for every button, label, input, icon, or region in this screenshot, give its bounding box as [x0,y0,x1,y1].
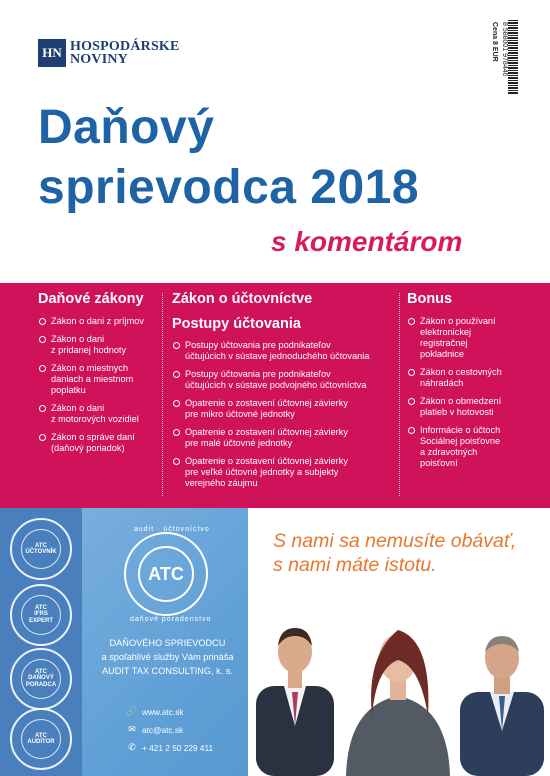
contact-phone[interactable] [126,742,213,753]
atc-logo-mark: ATC [138,546,194,602]
badge-auditor [10,708,72,770]
badge-uctovnik [10,518,72,580]
title-line1: Daňový [38,101,215,154]
list-item: Zákon o miestnych daniach a miestnom poplatku [38,363,163,396]
slogan-line2: s nami máte istotu. [273,554,437,576]
phone-icon: ✆ [128,742,136,752]
column-list [407,316,537,469]
list-item: Opatrenie o zostavení účtovnej závierky pre malé účtovné jednotky [172,427,397,449]
slogan-line1: S nami sa nemusíte obávať, [273,530,517,552]
column-tax-laws [38,291,163,461]
list-item: Informácie o účtoch Sociálnej poisťovne a zdravotných poisťovní [407,425,537,469]
badge-danovy-poradca [10,648,72,710]
price-label: Cena 8 EUR [491,22,498,62]
list-item: Zákon o dani z príjmov [38,316,163,327]
contact-text: + 421 2 50 229 411 [142,742,214,753]
column-list [38,316,163,454]
badge-top: ATC [35,542,47,549]
column-list [172,340,397,489]
list-item: Opatrenie o zostavení účtovnej závierky pre veľké účtovné jednotky a subjekty verejného záujmu [172,456,397,489]
column-divider [162,293,163,496]
subtitle: s komentárom [271,226,463,257]
link-icon: 🔗 [126,706,138,716]
title-line2: sprievodca 2018 [38,161,420,214]
list-item: Zákon o správe daní (daňový poriadok) [38,432,163,454]
list-item: Zákon o dani z pridanej hodnoty [38,334,163,356]
list-item: Zákon o cestovných náhradách [407,367,537,389]
column-divider [399,293,400,496]
contact-text: atc@atc.sk [142,724,184,735]
atc-logo [124,532,208,616]
badge-strip [0,508,82,776]
hn-logo-box: HN [38,39,66,67]
column-heading: Daňové zákony [38,291,144,307]
contact-text: www.atc.sk [142,706,184,717]
badge-top: ATC [35,732,47,739]
atc-ring-top: audit · účtovníctvo [134,526,210,533]
promo-panel [0,508,550,776]
contact-web[interactable] [126,706,213,717]
person-middle [346,630,450,776]
publisher-logo [38,38,180,68]
badge-top: ATC [35,605,47,611]
badge-label: DAŇOVÝ PORADCA [25,675,57,688]
contents-band [0,283,550,508]
mail-icon: ✉ [128,724,136,734]
column-accounting [172,291,397,496]
badge-label: ÚČTOVNÍK [25,548,57,555]
atc-text-line2: a spoľahlivé služby Vám prináša [101,652,234,662]
column-bonus [407,291,537,476]
contact-list [126,706,213,760]
atc-text-line3: AUDIT TAX CONSULTING, k. s. [101,666,234,676]
barcode-bars [508,20,518,94]
atc-ring-bottom: daňové poradenstvo [130,616,212,623]
badge-top: ATC [35,669,47,675]
list-item: Zákon o používaní elektronickej registračnej pokladnice [407,316,537,360]
publisher-name-line1: HOSPODÁRSKE [70,39,180,54]
publisher-name [70,40,180,66]
column-heading: Zákon o účtovníctve [172,291,313,307]
barcode [491,20,518,94]
list-item: Postupy účtovania pre podnikateľov účtujúcich v sústave podvojného účtovníctva [172,369,397,391]
barcode-digits: 8 588001 978446 [501,22,508,77]
person-left [256,628,334,776]
badge-label: AUDÍTOR [27,738,55,745]
atc-description [85,636,250,678]
column-heading: Bonus [407,291,453,307]
badge-ifrs-expert [10,584,72,646]
contact-email[interactable] [126,724,213,735]
badge-label: IFRS EXPERT [28,611,53,624]
person-right [460,636,544,776]
publisher-name-line2: NOVINY [70,52,128,67]
list-item: Opatrenie o zostavení účtovnej závierky pre mikro účtovné jednotky [172,398,397,420]
column-subheading: Postupy účtovania [172,316,301,332]
list-item: Postupy účtovania pre podnikateľov účtujúcich v sústave jednoduchého účtovania [172,340,397,362]
list-item: Zákon o obmedzení platieb v hotovosti [407,396,537,418]
atc-text-line1: DAŇOVÉHO SPRIEVODCU [109,638,226,648]
team-photo [248,596,550,776]
list-item: Zákon o dani z motorových vozidiel [38,403,163,425]
